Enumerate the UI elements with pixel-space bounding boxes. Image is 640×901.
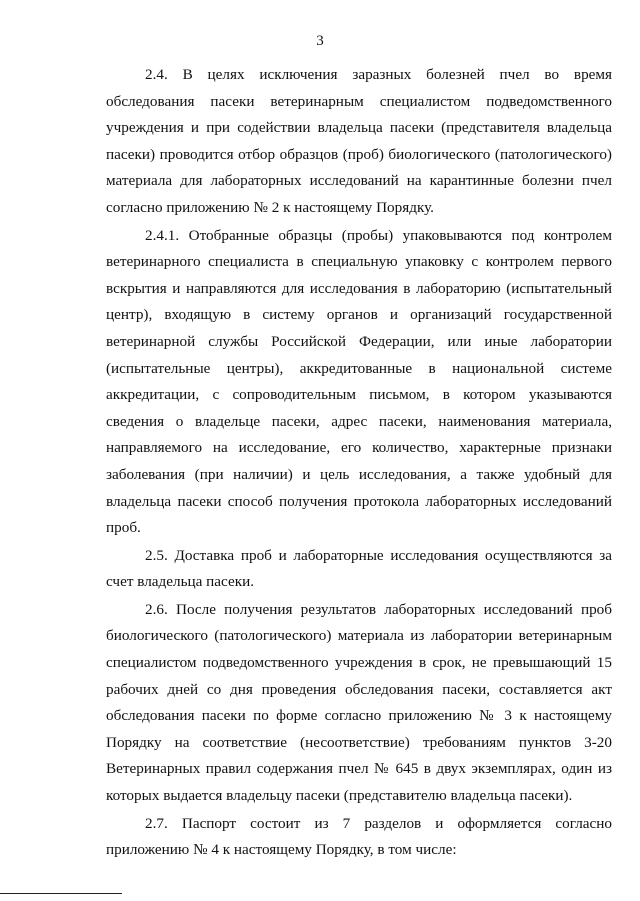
paragraph-2-7: 2.7. Паспорт состоит из 7 разделов и оформляется согласно приложению № 4 к настоящему Порядку, в том числе: xyxy=(106,814,612,859)
document-body xyxy=(106,62,612,865)
page-number: 3 xyxy=(316,33,324,49)
paragraph-2-4: 2.4. В целях исключения заразных болезней пчел во время обследования пасеки ветеринарным специалистом подведомственного учреждения и при содействии владельца пасеки (представителя владельца пасеки) проводится отбор образцов (проб) биологического (патологического) материала для лабораторных исследований на карантинные болезни пчел согласно приложению № 2 к настоящему Порядку. xyxy=(106,66,612,216)
paragraph-2-5: 2.5. Доставка проб и лабораторные исследования осуществляются за счет владельца пасеки. xyxy=(106,546,612,591)
footnote-separator-line xyxy=(0,893,122,894)
paragraph-2-6: 2.6. После получения результатов лабораторных исследований проб биологического (патологического) материала из лаборатории ветеринарным специалистом подведомственного учреждения в срок, не превышающий 15 рабочих дней со дня проведения обследования пасеки, составляется акт обследования пасеки по форме согласно приложению № 3 к настоящему Порядку на соответствие (несоответствие) требованиям пунктов 3-20 Ветеринарных правил содержания пчел № 645 в двух экземплярах, один из которых выдается владельцу пасеки (представителю владельца пасеки). xyxy=(106,600,612,805)
paragraph-2-4-1: 2.4.1. Отобранные образцы (пробы) упаковываются под контролем ветеринарного специалиста в специальную упаковку с контролем первого вскрытия и направляются для исследования в лабораторию (испытательный центр), входящую в систему органов и организаций государственной ветеринарной службы Российской Федерации, или иные лаборатории (испытательные центры), аккредитованные в национальной системе аккредитации, с сопроводительным письмом, в котором указываются сведения о владельце пасеки, адрес пасеки, наименования материала, направляемого на исследование, его количество, характерные признаки заболевания (при наличии) и цель исследования, а также удобный для владельца пасеки способ получения протокола лабораторных исследований проб. xyxy=(106,226,612,537)
